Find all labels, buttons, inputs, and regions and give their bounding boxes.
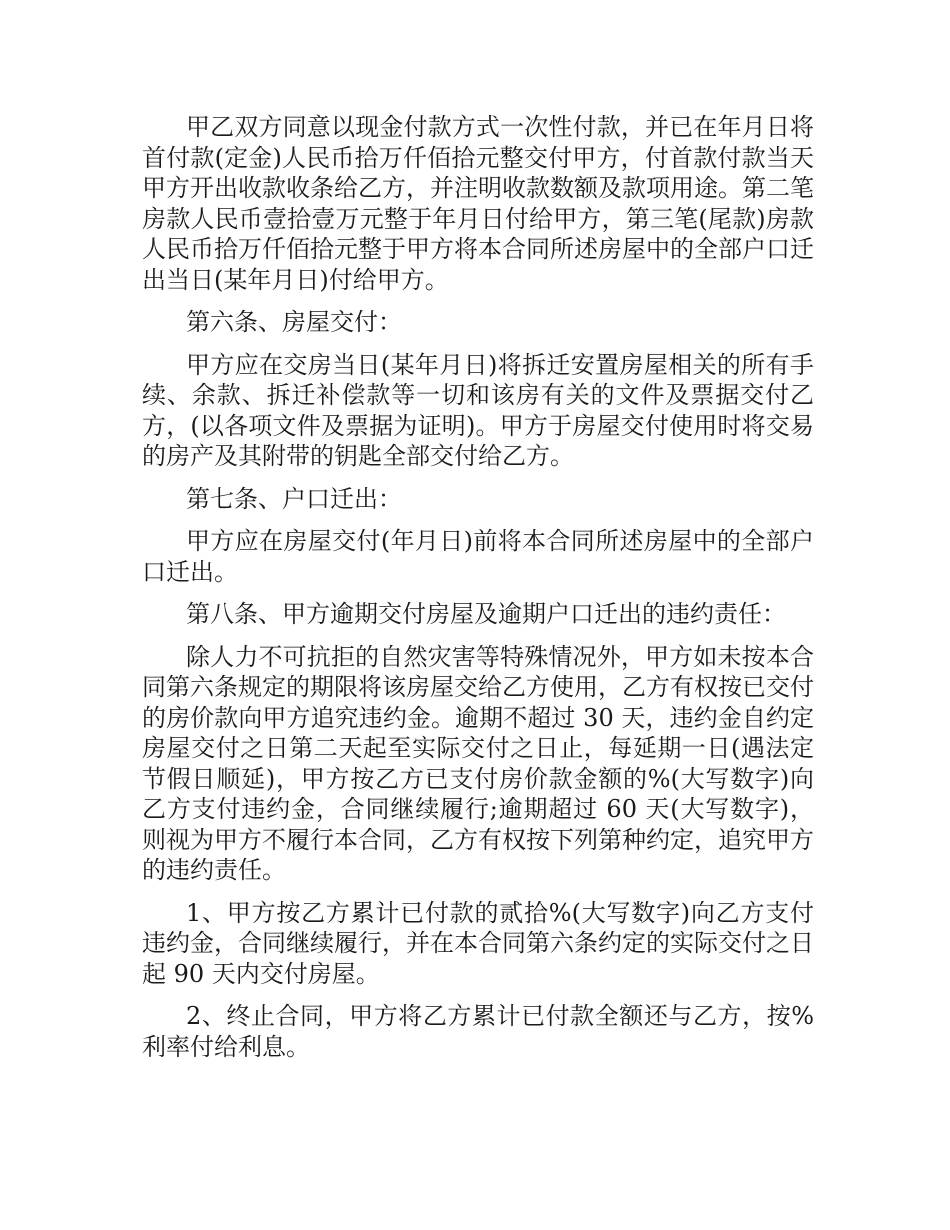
article-8-heading: 第八条、甲方逾期交付房屋及逾期户口迁出的违约责任：: [186, 600, 786, 628]
article-6-heading: 第六条、房屋交付：: [186, 308, 402, 336]
hukou-paragraph: 甲方应在房屋交付(年月日)前将本合同所述房屋中的全部户口迁出。: [142, 527, 814, 586]
liability-paragraph: 除人力不可抗拒的自然灾害等特殊情况外，甲方如未按本合同第六条规定的期限将该房屋交给乙方使用，乙方有权按已交付的房价款向甲方追究违约金。逾期不超过 30 天，违约金自约定房屋交付之日第二天起至实际交付之日止，每延期一日(遇法定节假日顺延)，甲方按乙方已支付房价款金额的%(大写数字)向乙方支付违约金，合同继续履行;逾期超过 60 天(大写数字)，则视为甲方不履行本合同，乙方有权按下列第种约定，追究甲方的违约责任。: [142, 642, 814, 884]
article-7-heading: 第七条、户口迁出：: [186, 484, 402, 513]
option-2-paragraph: 2、终止合同，甲方将乙方累计已付款全额还与乙方，按%利率付给利息。: [142, 1002, 814, 1061]
document-page: [142, 112, 814, 1074]
payment-paragraph: 甲乙双方同意以现金付款方式一次性付款，并已在年月日将首付款(定金)人民币拾万仟佰拾元整交付甲方，付首款付款当天甲方开出收款收条给乙方，并注明收款数额及款项用途。第二笔房款人民币壹拾壹万元整于年月日付给甲方，第三笔(尾款)房款人民币拾万仟佰拾元整于甲方将本合同所述房屋中的全部户口迁出当日(某年月日)付给甲方。: [142, 113, 814, 294]
option-1-paragraph: 1、甲方按乙方累计已付款的贰拾%(大写数字)向乙方支付违约金，合同继续履行，并在本合同第六条约定的实际交付之日起 90 天内交付房屋。: [142, 898, 814, 988]
delivery-paragraph: 甲方应在交房当日(某年月日)将拆迁安置房屋相关的所有手续、余款、拆迁补偿款等一切和该房有关的文件及票据交付乙方，(以各项文件及票据为证明)。甲方于房屋交付使用时将交易的房产及其附带的钥匙全部交付给乙方。: [142, 350, 814, 470]
